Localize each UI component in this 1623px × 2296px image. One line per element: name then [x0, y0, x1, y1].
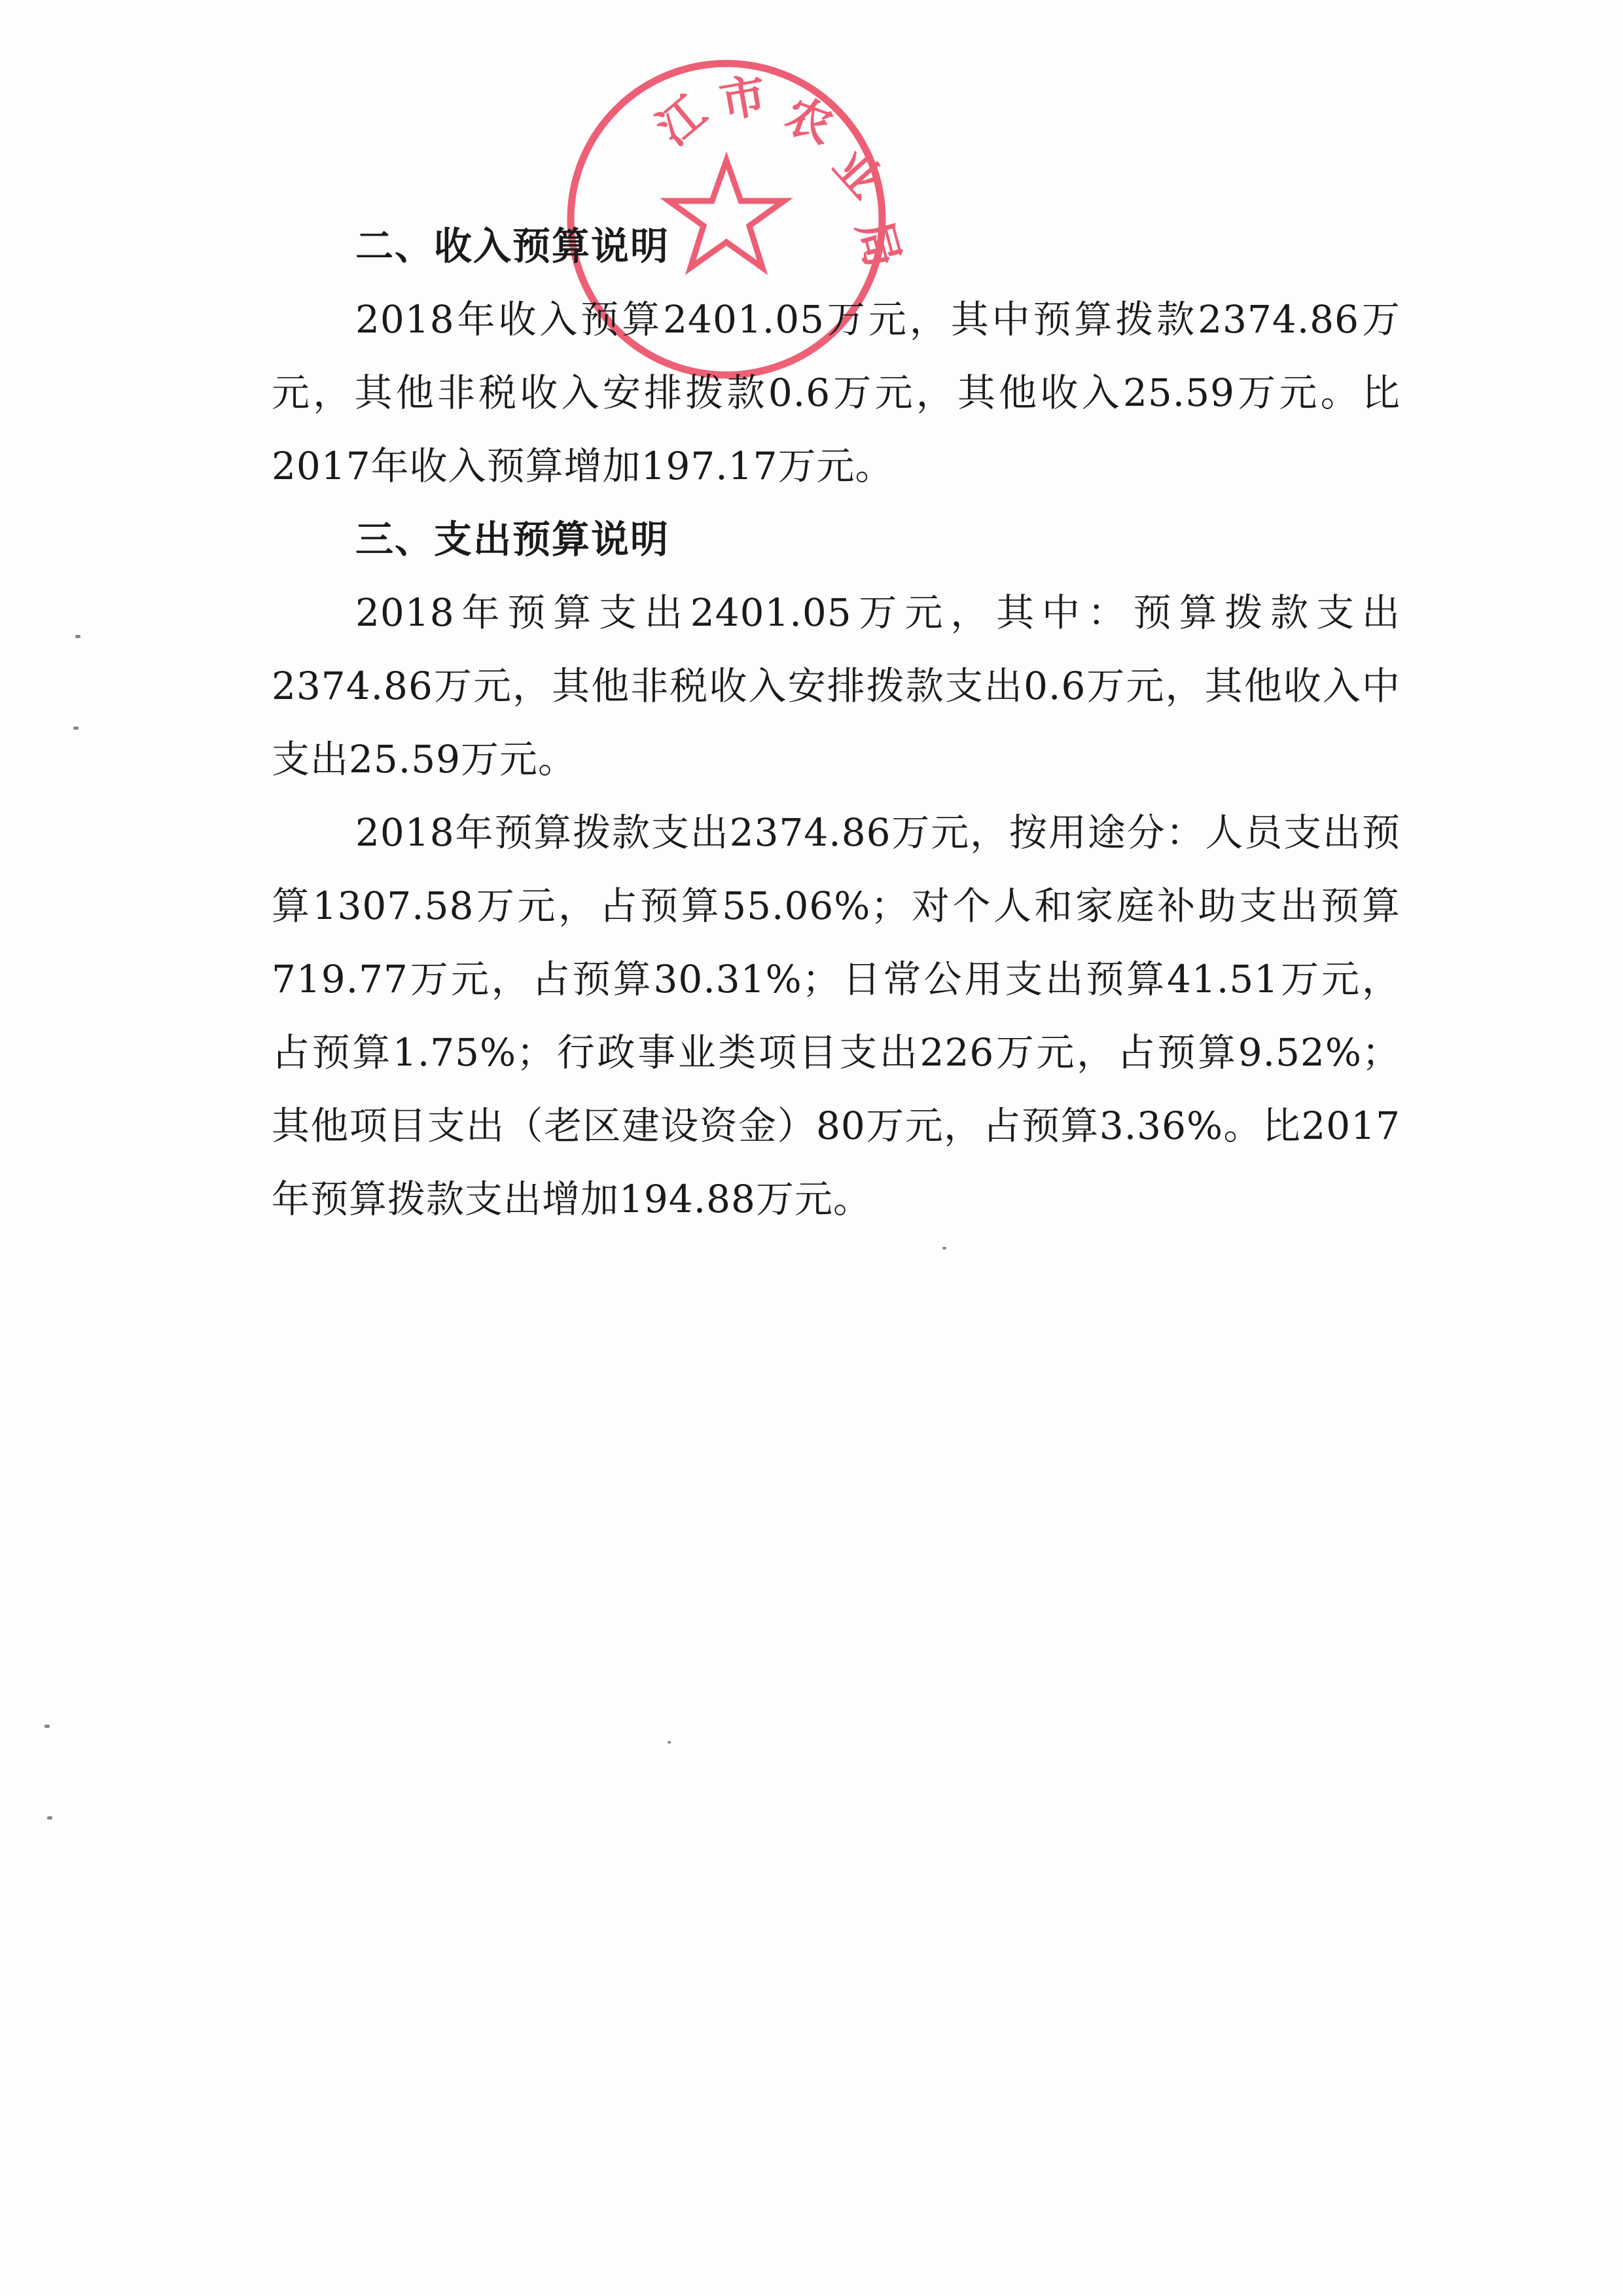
svg-text:市: 市	[715, 67, 770, 129]
svg-text:江: 江	[647, 85, 717, 156]
section3-paragraph1: 2018年预算支出2401.05万元，其中：预算拨款支出2374.86万元，其他非税收入安排拨款支出0.6万元，其他收入中支出25.59万元。	[272, 590, 1400, 781]
section2-paragraph: 2018年收入预算2401.05万元，其中预算拨款2374.86万元，其他非税收入安排拨款0.6万元，其他收入25.59万元。比2017年收入预算增加197.17万元。	[272, 297, 1400, 488]
scan-speck	[45, 1725, 50, 1728]
scan-speck	[668, 1741, 671, 1744]
svg-text:农: 农	[778, 87, 840, 154]
scan-speck	[75, 635, 80, 638]
scan-speck	[73, 726, 79, 730]
section3-paragraph2: 2018年预算拨款支出2374.86万元，按用途分：人员支出预算1307.58万元，占预算55.06%；对个人和家庭补助支出预算719.77万元，占预算30.31%；日常公用支出预算41.51万元，占预算1.75%；行政事业类项目支出226万元，占预算9.52%；其他项目支出（老区建设资金）80万元，占预算3.36%。比2017年预算拨款支出增加194.88万元。	[272, 810, 1400, 1221]
svg-text:局: 局	[846, 215, 910, 274]
section2-heading: 二、收入预算说明	[355, 224, 670, 268]
scan-speck	[47, 1816, 52, 1820]
section3-heading: 三、支出预算说明	[355, 517, 670, 562]
scan-speck	[942, 1247, 946, 1249]
svg-text:业: 业	[823, 138, 894, 209]
document-body	[272, 209, 1400, 1236]
